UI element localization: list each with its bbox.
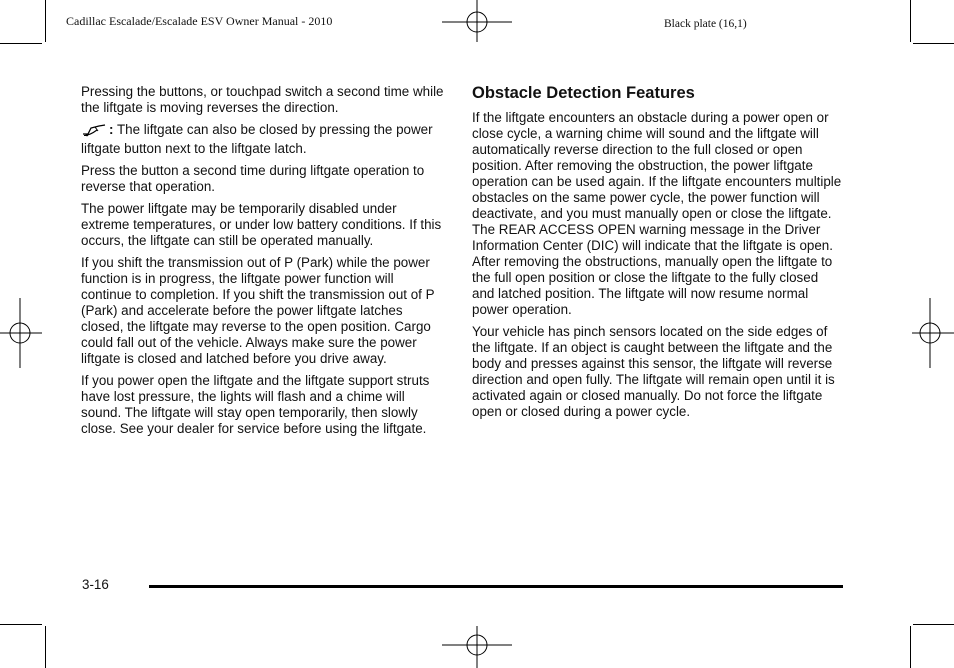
left-column [81,84,446,443]
liftgate-icon [81,123,107,141]
footer-rule [149,585,843,588]
section-heading: Obstacle Detection Features [472,84,695,102]
paragraph: If you power open the liftgate and the liftgate support struts have lost pressure, the lights will flash and a chime will sound. The liftgate will stay open temporarily, then slowly close. See your dealer for service before using the liftgate. [81,373,430,436]
paragraph [81,122,446,157]
right-column [472,84,842,426]
registration-mark-bottom [442,626,512,668]
paragraph: If you shift the transmission out of P (Park) while the power function is in progress, the liftgate power function will continue to completion. If you shift the transmission out of P (Park) and accelerate before the power liftgate latches closed, the liftgate may reverse to the open position. Cargo could fall out of the vehicle. Always make sure the power liftgate is closed and latched before you drive away. [81,255,435,366]
paragraph: The power liftgate may be temporarily disabled under extreme temperatures, or under low battery conditions. If this occurs, the liftgate can still be operated manually. [81,201,442,248]
paragraph: If the liftgate encounters an obstacle during a power open or close cycle, a warning chime will sound and the liftgate will automatically reverse direction to the full closed or open position. After removing the obstruction, the power liftgate operation can be used again. If the liftgate encounters multiple obstacles on the same power cycle, the power function will deactivate, and you must manually open or close the liftgate. The REAR ACCESS OPEN warning message in the Driver Information Center (DIC) will indicate that the liftgate is open. After removing the obstructions, manually open the liftgate to the full open position or close the liftgate to the fully closed and latched position. The liftgate will now resume normal power operation. [472,110,842,317]
icon-colon: : [109,122,114,137]
manual-title: Cadillac Escalade/Escalade ESV Owner Manual - 2010 [66,14,333,28]
black-plate-label: Black plate (16,1) [664,18,747,30]
registration-mark-right [912,298,954,368]
registration-mark-top [442,0,512,42]
paragraph: Press the button a second time during liftgate operation to reverse that operation. [81,163,425,194]
paragraph: Pressing the buttons, or touchpad switch a second time while the liftgate is moving reverses the direction. [81,84,444,115]
page-number: 3-16 [82,577,109,592]
paragraph-text: The liftgate can also be closed by pressing the power liftgate button next to the liftgate latch. [81,122,433,156]
paragraph: Your vehicle has pinch sensors located on the side edges of the liftgate. If an object is caught between the liftgate and the body and presses against this sensor, the liftgate will reverse direction and open fully. The liftgate will remain open until it is activated again or closed manually. Do not force the liftgate open or closed during a power cycle. [472,324,835,419]
registration-mark-left [0,298,42,368]
